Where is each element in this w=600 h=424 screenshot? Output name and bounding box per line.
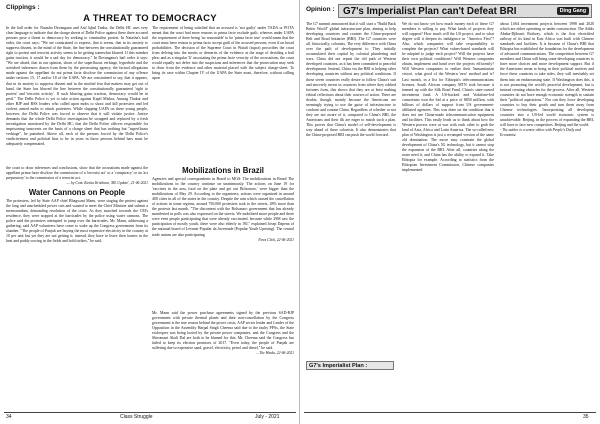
article-text: We do not know yet how much money each of these G7 members is willing to pay. What kinds of projects they will support? How much will the US project, and to what degree will it deepen its indulgence in "America First"? Also, which companies will take responsibility to complete the projects? What values-based standards will be adopted to judge each project? Will the projects have their own political conditions? Will Western companies obtain, implement and hand over the projects efficiently? Will Western companies to realize their 'humanitarian vision', what good of the Western 'new' method and is? Last month, in a list for Ethiopia's telecommunications licenses, South African company MTN took because it teamed up with the Silk Road Fund, China's state-owned investment fund. A US-backed and Vodafone-led consortium won the bid at a price of $850 million, with billions of dollars of support from US government-affiliated agencies. This was done on the condition that it does not use China-made telecommunication equipment and facilities. This easily leads us to think about how the Western powers were at war with each other to grab the land of Asia, Africa and Latin America. The so-called new plan of Washington is just a revamped version of the same old domination. The move may constrain the global development of China's 5G technology, but it cannot stop the expansion of the BRI. After all, countries along the route need it, and China has the ability to expand it. Take Ethiopia for example. According to statistics from the Ethiopian Investment Commission, Chinese companies implemented (402, 22, 494, 173)
article-credit: — by Com. Kavita Krishnan, 'ML Update', 21-06-2021 (66, 181, 148, 186)
right-page (300, 0, 600, 424)
article-text-continued: the court to draw inferences and conclusions, show that the accusations made against the appellant prima facie disclose the commission of a 'terrorist act' or a 'conspiracy' or an 'act preparatory' to the commission of a terrorist act. (6, 166, 148, 181)
article-credit: – The Hindu, 22-06-2021 (256, 351, 294, 356)
article-text: The G7 summit announced that it will start a "Build Back Better World" global infrastructure plan, aiming to help developing countries and counter the China-proposed Belt and Road Initiative (BRI). The G7 countries were all, historically, colonists. The very difference with China over the path of development is: They initially accumulated their capital by colonial plundering and wars. China did not repeat the old path of Western developed countries, as it has been committed to peaceful development. Instead, China via the BRI is helping other developing countries without any political conditions. If those seven countries really desire to follow China's suit and sincerely invest in countries from where they robbed fortunes from, this shows that they are at least making ethical reflections about their courses of action. There are doubts, though, mainly because the Americans are seemingly trying to use the guise of infrastructure to confront and contain China. Regardless of whether or not they are not aware of it, compared to China's BRI, the Americans and their ilk are eager to match such a plan. This proves that China's model of self-development is way ahead of these colonists. It also demonstrates that the China-proposed BRI can push the world forward. (306, 22, 396, 138)
author-badge: Ding Gang (557, 7, 589, 15)
article-headline: G7's Imperialist Plan can't Defeat BRI (343, 6, 517, 17)
article-text: about 1,664 investment projects between 1998 and 2020 which are either operating or under construction. The Addis Ababa-Djibouti Railway, which is the first electrified railway of its kind in East Africa was built with Chinese standards and facilities. It is because of China's BRI that Ethiopia has established the foundation for the development of advanced communications. The competition between G7 members and China will bring some developing countries to have more choices and more development support. But if the Americans mean to bring in their political motives and force these countries to take sides, they will inevitably set them into an embarrassing state. If Washington does this, it is not promoting the world's peaceful development, but is instead creating obstacles for the process. After all, Western countries do not have enough economic strength to sustain their "political aspirations." Nor can they force developing countries to buy their goods and turn them away from Chinese technologies. Incorporating all developing countries into a US-led world economic system is unachievable. Beijing, in the process of expanding the BRI, will have to face new competitors. Beijing and the world. (500, 22, 594, 127)
article-headline: Mobilizations in Brazil (182, 166, 264, 175)
headline-banner (338, 4, 592, 18)
article-text: The protesters, led by State AAP chief Bhagwant Mann, were staging the protest against the long and unscheduled power cuts and wanted to meet the Chief Minister and submit a memorandum, demanding resolution of the crisis. As they marched towards the CM's residence, they were stopped at the barricades by the police using water cannons. The police said the protesters attempted to jump over the barricades. Mr. Mann, addressing a gathering, said AAP volunteers have come to wake up the Congress government from its slumber. "The people of Punjab are buying the most expensive electricity in the country at 10 per unit but yet they are not getting it; instead, they have to leave their homes in the heat and paddy sowing in the fields and hold strikes," he said. (6, 198, 148, 244)
article-text: In the ball order for Natasha Devangana and Asif Iqbal Tanha, the Delhi HC uses very clear language to indicate that the charge sheets of Delhi Police against these three accused persons pose a threat to democracy by seeking to criminalise protest. In Natasha's bail order, the court says: "We are constrained to express, that it seems, that in its anxiety to suppress dissent, in the mind of the State, the line between the constitutionally guaranteed right to protest and terrorist activity seems to be getting somewhat blurred. If this mindset gains traction, it would be a sad day for democracy." In Devangana's bail order it says: "We are afraid, that in our opinion, shorn of the superfluous verbiage, hyperbole and the stretched inferences drawn from them by the prosecuting agency, the factual allegations made against the appellant do not prima facie disclose the commission of any offence under sections 15, 17 and/or 18 of the UAPA. We are constrained to say, that it appears, that in its anxiety to suppress dissent and in the morbid fear that matters may get out of hand, the State has blurred the line between the constitutionally guaranteed 'right to protest' and 'terrorist activity'. If such blurring gains traction, democracy would be in peril." The Delhi Police is yet to take action against Kapil Mishra, Anurag Thakur and other BJP and RSS leaders who called upon mobs to shoot and kill protesters and led violent, armed mobs to attack protesters. While slapping UAPA on these young people, however, the Delhi Police was forced to observe that it will violate justice. Justice demands that the whole Delhi Police investigation be scrapped and replaced by a fresh investigation monitored by the Delhi HC; that the Delhi Police officers responsible for imprisoning innocents on the basis of a charge sheet that has nothing but "superfluous verbiage", be punished. Above all, each of the persons forced by the Delhi Police's vindictiveness and political bias to be in years in those persons behind bars must be adequately compensated. (6, 26, 148, 147)
article-text: Mr. Mann said the power purchase agreements signed by the previous SAD-BJP government with private thermal plants and their non-cancellation by the Congress government is the true reason behind the power crisis. AAP sector leader and Leader of the Opposition in the Assembly Harpal Singh Cheema said due to the faulty PPAs, the State exchequer was being looted by the private power companies, and the Congress and the Shiromani Akali Dal are both to be blamed for this. Mr. Cheema said the Congress has failed to keep its election promises of 2017. "Even today, the people of Punjab are suffering due to expensive sand, gravel, electricity, petrol and diesel," he said. (152, 311, 294, 351)
article-body (6, 26, 294, 166)
article-text: Agencies and special correspondents in Brazil to MGS: The mobilizations in Brazil The mobilizations in the country continue on unanimously. The actions on June 19 for 'vaccines in the arm, food on the plate and get out Bolsonaro,' were bigger than the mobilizations of May 29. According to the organizers, actions were organized in around 400 cities in all of the states in the country. Despite the rain which caused the cancellation of actions in some regions, around 750,000 protesters took to the streets, 28% more than the protests last month. "The discontent with the Bolsonaro government that has already manifested in polls was also expressed on the streets. We mobilized more people and there were even people participating that were already vaccinated, because while 29M saw the participation of mostly youth, there were also elderly in 19J," explained Josep Dapena of the national board of Levante Popular da Juventude [Popular Youth Uprising]. The central trade unions are also participating (152, 177, 294, 237)
article-headline: Water Cannons on People (28, 187, 126, 197)
footer-divider (4, 412, 296, 413)
section-label: Opinion : (306, 6, 335, 13)
page-footer (0, 412, 300, 424)
cartoon-caption: G7's Imperialist Plan : (306, 361, 394, 370)
issue-date: July - 2021 (255, 414, 280, 420)
article-credit: News Click, 22-06-2021 (258, 237, 294, 242)
article-headline: A THREAT TO DEMOCRACY (83, 13, 217, 24)
article-body (6, 166, 294, 311)
section-label: Clippings : (6, 4, 40, 11)
opinion-header (306, 4, 594, 19)
page-number: 35 (583, 414, 589, 420)
article-text: The requirement of being satisfied that an accused is 'not guilty' under TADA or POTA meant that the court had more reasons to prima facie exclude guilt; whereas under UAPA the requirement of there being 'no reasonable' to be 'prima facie true' would mean that the court must have reason to prima facie accept guilt of the accused persons, even if on broad probabilities. The decision of the Supreme Court in Watali (supra) proscribes the court from delving into the merits or demerits of the evidence at the stage of deciding a bail plea; and as a singular 'li' associating the prima facie veracity of the accusations, the court would equally not delve into the suspicions and inferences that the prosecution may seek to draw from the evidence and other material placed with the subject charge-sheet. To bring its case within Chapter IV of the UAPA the State must, therefore, without calling upon (152, 26, 294, 81)
publication-name: Class Struggle (120, 414, 153, 420)
article-body (6, 311, 294, 424)
footer-divider (304, 412, 596, 413)
page-footer (300, 412, 600, 424)
article-body (306, 22, 594, 410)
article-credit: - The author is a senior editor with People's Daily and Economist. (500, 127, 581, 137)
page-number: 34 (6, 414, 12, 420)
